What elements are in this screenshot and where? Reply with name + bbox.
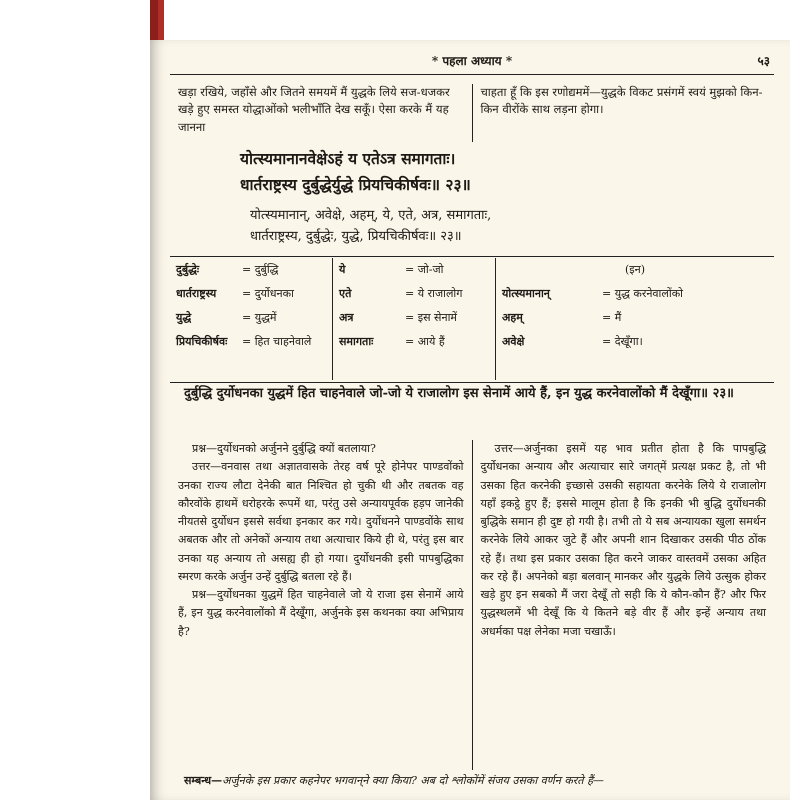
word: दुर्बुद्धेः bbox=[176, 262, 200, 276]
meaning: = जो-जो bbox=[405, 262, 444, 276]
question-2: प्रश्न—दुर्योधनका युद्धमें हित चाहनेवाले जो ये राजा इस सेनामें आये हैं, इन युद्ध करनेवालोंको मैं देखूँगा, अर्जुनके इस कथनका क्या अभिप्राय है? bbox=[178, 588, 464, 638]
word-row bbox=[176, 306, 326, 330]
book-page bbox=[150, 40, 790, 800]
word-row bbox=[339, 306, 489, 330]
anvay-translation: दुर्बुद्धि दुर्योधनका युद्धमें हित चाहनेवाले जो-जो ये राजालोग इस सेनामें आये हैं, इन युद्ध करनेवालोंको मैं देखूँगा॥ २३॥ bbox=[184, 386, 734, 401]
sambandh-text: अर्जुनके इस प्रकार कहनेपर भगवान्‌ने क्या किया? अब दो श्लोकोंमें संजय उसका वर्णन करते हैं— bbox=[222, 774, 604, 787]
meaning: = इस सेनामें bbox=[405, 310, 458, 324]
meaning: = ये राजालोग bbox=[405, 286, 463, 300]
commentary-left bbox=[170, 440, 473, 770]
answer-1: उत्तर—वनवास तथा अज्ञातवासके तेरह वर्ष पूरे होनेपर पाण्डवोंको उनका राज्य लौटा देनेकी बात निश्चित हो चुकी थी और तबतक वह कौरवोंके हाथमें धरोहरके रूपमें था, परंतु उसे अन्यायपूर्वक हड़प जानेकी नीयतसे दुर्योधन इससे सर्वथा इनकार कर गये। दुर्योधनने पाण्डवोंके साथ अबतक और तो अनेकों अन्याय तथा अत्याचार किये ही थे, परंतु इस बार उनका यह अन्याय तो असह्य ही हो गया। दुर्योधनकी इसी पापबुद्धिका स्मरण करके अर्जुन उन्हें दुर्बुद्धि बतला रहे हैं। bbox=[178, 460, 464, 583]
running-header bbox=[170, 52, 774, 75]
chapter-title: * पहला अध्याय * bbox=[431, 54, 513, 68]
shloka-line-1: योत्स्यमानानवेक्षेऽहं य एतेऽत्र समागताः। bbox=[240, 149, 456, 168]
shloka-line-2: धार्तराष्ट्रस्य दुर्बुद्धेर्युद्धे प्रियचिकीर्षवः॥ २३॥ bbox=[240, 174, 471, 194]
commentary-right bbox=[473, 440, 775, 770]
word: प्रियचिकीर्षवः bbox=[176, 334, 228, 348]
divider bbox=[170, 382, 774, 383]
word: अवेक्षे bbox=[502, 334, 525, 348]
shloka-block bbox=[240, 146, 774, 197]
padaccheda-block bbox=[250, 205, 774, 248]
padaccheda-line-2: धार्तराष्ट्रस्य, दुर्बुद्धेः, युद्धे, प्रियचिकीर्षवः॥ २३॥ bbox=[250, 229, 462, 245]
top-text-left: खड़ा रखिये, जहाँसे और जितने समयमें मैं युद्धके लिये सज-धजकर खड़े हुए समस्त योद्धाओंको भलीभाँति देख सकूँ। ऐसा करके मैं यह जानना bbox=[170, 84, 473, 142]
word-row bbox=[176, 330, 326, 354]
word-meanings-col-3 bbox=[495, 258, 774, 380]
word: अहम् bbox=[502, 310, 523, 324]
question-1: प्रश्न—दुर्योधनको अर्जुनने दुर्बुद्धि क्यों बतलाया? bbox=[192, 442, 376, 455]
word-meanings-col-1 bbox=[170, 258, 332, 380]
meaning: = दुर्बुद्धि bbox=[242, 262, 279, 276]
commentary-columns bbox=[170, 440, 774, 770]
top-text-right: चाहता हूँ कि इस रणोद्यममें—युद्धके विकट प्रसंगमें स्वयं मुझको किन-किन वीरोंके साथ लड़ना होगा। bbox=[480, 85, 763, 117]
word-row bbox=[176, 258, 326, 282]
answer-2: उत्तर—अर्जुनका इसमें यह भाव प्रतीत होता है कि पापबुद्धि दुर्योधनका अन्याय और अत्याचार सारे जगत्‌में प्रत्यक्ष प्रकट है, तो भी उसका हित करनेकी इच्छासे उसकी सहायता करनेके लिये ये राजालोग यहाँ इकट्ठे हुए हैं; इससे मालूम होता है कि इनकी भी बुद्धि दुर्योधनकी बुद्धिके समान ही दुष्ट हो गयी है। तभी तो ये सब अन्यायका खुला समर्थन करनेके लिये आकर जुटे हैं और अपनी शान दिखाकर उसकी पीठ ठोंक रहे हैं। तथा इस प्रकार उसका हित करने जाकर वास्तवमें उसका अहित कर रहे हैं। अपनेको बड़ा बलवान् मानकर और युद्धके लिये उत्सुक होकर खड़े हुए इन सबको मैं जरा देखूँ तो सही कि ये कौन-कौन हैं? और फिर युद्धस्थलमें भी देखूँ कि ये कितने बड़े वीर हैं और इन्हें अन्याय तथा अधर्मका पक्ष लेनेका मजा चखाऊँ। bbox=[480, 442, 766, 638]
meaning: = युद्धमें bbox=[242, 310, 277, 324]
word: अत्र bbox=[339, 310, 354, 324]
meaning: = मैं bbox=[602, 310, 622, 324]
padaccheda-line-1: योत्स्यमानान्, अवेक्षे, अहम्, ये, एते, अत्र, समागताः, bbox=[250, 208, 492, 223]
word-row bbox=[339, 258, 489, 282]
word-row bbox=[502, 330, 768, 354]
word-row bbox=[502, 306, 768, 330]
meaning: = आये हैं bbox=[405, 334, 445, 348]
divider bbox=[170, 256, 774, 257]
word: योत्स्यमानान् bbox=[502, 286, 550, 300]
word-row bbox=[502, 282, 768, 306]
word-meanings-table bbox=[170, 258, 774, 380]
word: ये bbox=[339, 262, 346, 276]
meaning: = हित चाहनेवाले bbox=[242, 334, 312, 348]
word: युद्धे bbox=[176, 310, 192, 324]
meaning: = देखूँगा। bbox=[602, 334, 643, 348]
word-row bbox=[176, 282, 326, 306]
word: एते bbox=[339, 286, 352, 300]
meaning: = युद्ध करनेवालोंको bbox=[602, 286, 683, 300]
page-number: ५३ bbox=[757, 54, 770, 68]
word-row bbox=[339, 330, 489, 354]
word-meanings-col-2 bbox=[332, 258, 495, 380]
sambandh-label: सम्बन्ध— bbox=[184, 774, 223, 787]
word: समागताः bbox=[339, 334, 374, 348]
word: धार्तराष्ट्रस्य bbox=[176, 286, 217, 300]
meaning: = दुर्योधनका bbox=[242, 286, 294, 300]
word-row bbox=[339, 282, 489, 306]
word-col-3-header: (इन) bbox=[624, 262, 646, 276]
sambandh-note bbox=[170, 772, 774, 789]
top-text-block bbox=[170, 84, 774, 142]
